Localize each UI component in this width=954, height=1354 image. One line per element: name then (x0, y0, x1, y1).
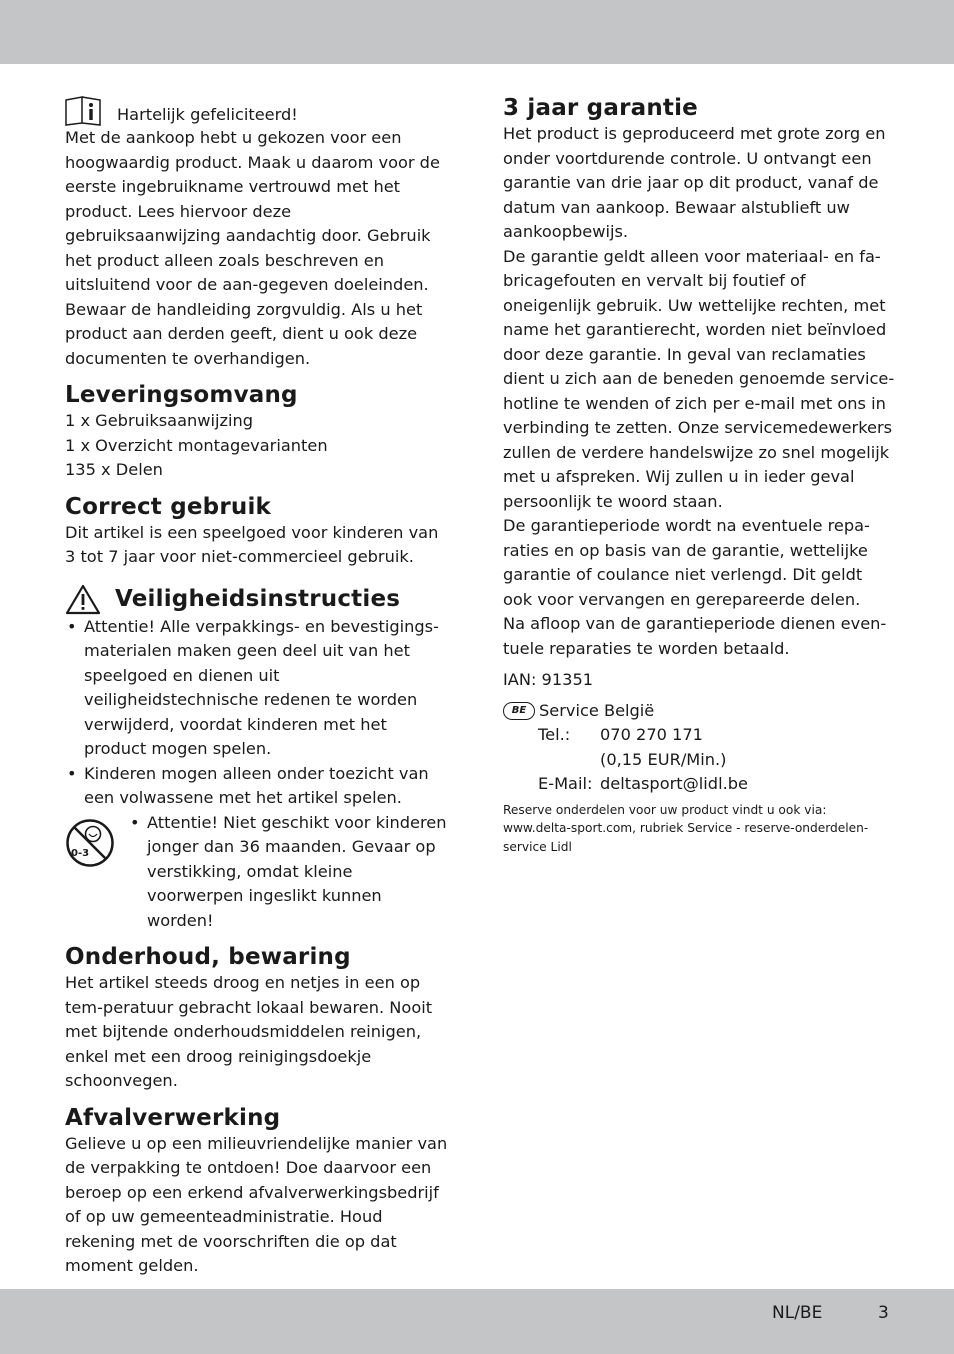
list-item: • Attentie! Niet geschikt voor kinderen jonger dan 36 maanden. Gevaar op verstikking, omdat kleine voorwerpen ingeslikt kunnen worden! (130, 812, 447, 930)
tel-number: 070 270 171 (600, 725, 703, 744)
intro-heading (65, 96, 449, 126)
warning-triangle-icon (65, 584, 101, 615)
ian-number: IAN: 91351 (503, 670, 594, 689)
disposal-text: Gelieve u op een milieuvriendelijke manier van de verpakking te ontdoen! Doe daarvoor een beroep op een erkend afvalverwerkingsbedrijf of op uw gemeenteadministratie. Houd rekening met de voorschriften die op dat moment gelden. (65, 1133, 448, 1275)
warranty-paragraph: De garantieperiode wordt na eventuele repa-raties en op basis van de garantie, wettelijke garantie of coulance niet verlengd. Dit geldt ook voor vervangen en gerepareerde delen. (503, 516, 870, 609)
warranty-paragraph: De garantie geldt alleen voor materiaal- en fa-bricagefouten en vervalt bij foutief of oneigenlijk gebruik. Uw wettelijke rechten, met name het garantierecht, worden niet beïnvloed door deze garantie. In geval van reclamaties dient u zich aan de beneden genoemde service-hotline te wenden of zich per e-mail met ons in verbinding te zetten. Onze servicemedewerkers zullen de verdere handelswijze zo snel mogelijk met u afspreken. Wij zullen u in ieder geval persoonlijk te woord staan. (503, 246, 895, 511)
page-number: 3 (878, 1303, 889, 1323)
intro-text: Met de aankoop hebt u gekozen voor een hoogwaardig product. Maak u daarom voor de eerste ingebruikname vertrouwd met het product. Lees hiervoor deze gebruiksaanwijzing aandachtig door. Gebruik het product alleen zoals beschreven en uitsluitend voor de aan-gegeven doeleinden. Bewaar de handleiding zorgvuldig. Als u het product aan derden geeft, dient u ook deze documenten te overhandigen. (65, 128, 440, 368)
list-item: • Kinderen mogen alleen onder toezicht van een volwassene met het artikel spelen. (67, 763, 429, 807)
safety-title: Veiligheidsinstructies (115, 586, 401, 612)
warranty-title: 3 jaar garantie (503, 95, 698, 121)
header-band (0, 0, 954, 64)
tel-label: Tel.: (538, 725, 571, 744)
footer-language: NL/BE (772, 1303, 823, 1323)
care-title: Onderhoud, bewaring (65, 944, 351, 970)
right-column (503, 94, 895, 856)
scope-item: 135 x Delen (65, 460, 163, 479)
service-heading (503, 699, 895, 724)
care-text: Het artikel steeds droog en netjes in een op tem-peratuur gebracht lokaal bewaren. Nooit met bijtende onderhoudsmiddelen reinigen, enkel met een droog reinigingsdoekje schoonvegen. (65, 973, 433, 1090)
scope-item: 1 x Overzicht montagevarianten (65, 435, 328, 455)
service-contact (538, 723, 895, 797)
service-name: Service België (539, 700, 655, 720)
safety-list (65, 615, 449, 811)
country-badge: BE (503, 702, 535, 720)
safety-heading (65, 584, 449, 615)
not-under-3-icon (65, 818, 115, 868)
scope-title: Leveringsomvang (65, 382, 298, 408)
warranty-paragraph: Na afloop van de garantieperiode dienen even-tuele reparaties te worden betaald. (503, 614, 887, 658)
email-label: E-Mail: (538, 774, 593, 793)
use-text: Dit artikel is een speelgoed voor kinderen van 3 tot 7 jaar voor niet-commercieel gebruik. (65, 522, 439, 566)
email-address: deltasport@lidl.be (600, 774, 748, 793)
age-list (128, 811, 448, 934)
age-warning (65, 811, 449, 934)
left-column (65, 96, 449, 1279)
warranty-paragraph: Het product is geproduceerd met grote zorg en onder voortdurende controle. U ontvangt een garantie van drie jaar op dit product, vanaf de datum van aankoop. Bewaar alstublieft uw aankoopbewijs. (503, 124, 886, 241)
spare-parts-note: Reserve onderdelen voor uw product vindt u ook via: www.delta-sport.com, rubriek Service - reserve-onderdelen-service Lidl (503, 802, 869, 854)
intro-greeting: Hartelijk gefeliciteerd! (117, 105, 298, 124)
use-title: Correct gebruik (65, 493, 272, 520)
scope-item: 1 x Gebruiksaanwijzing (65, 411, 254, 430)
age-label: 0-3 (71, 847, 90, 859)
tel-rate: (0,15 EUR/Min.) (600, 749, 727, 769)
manual-info-icon (65, 96, 103, 126)
disposal-title: Afvalverwerking (65, 1104, 281, 1131)
list-item: • Attentie! Alle verpakkings- en bevestigings-materialen maken geen deel uit van het speelgoed en dienen uit veiligheidstechnische redenen te worden verwijderd, voordat kinderen met het product mogen spelen. (67, 616, 439, 758)
